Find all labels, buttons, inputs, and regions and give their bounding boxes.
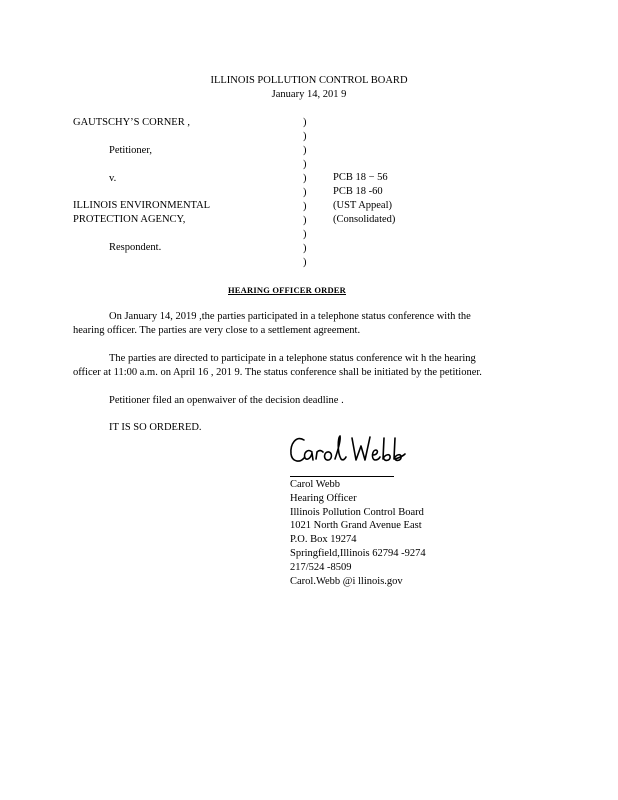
signature-line <box>290 476 394 477</box>
signer-title: Hearing Officer <box>290 493 357 504</box>
caption-paren: ) <box>303 131 307 142</box>
caption-paren: ) <box>303 145 307 156</box>
paragraph-1-line-2: hearing officer. The parties are very close to a settlement agreement. <box>73 325 361 336</box>
signer-name: Carol Webb <box>290 479 340 490</box>
petitioner-role: Petitioner, <box>109 145 153 156</box>
paragraph-2-line-1: The parties are directed to participate in a telephone status conference wit h the hearing <box>109 353 476 364</box>
caption-paren: ) <box>303 201 307 212</box>
caption-paren: ) <box>303 257 307 268</box>
paragraph-4: IT IS SO ORDERED. <box>109 422 202 433</box>
caption-paren: ) <box>303 187 307 198</box>
caption-paren: ) <box>303 229 307 240</box>
case-type: (UST Appeal) <box>333 200 393 211</box>
respondent-role: Respondent. <box>109 242 162 253</box>
petitioner-name: GAUTSCHY’S CORNER , <box>73 117 190 128</box>
agency-title: ILLINOIS POLLUTION CONTROL BOARD <box>210 75 408 86</box>
respondent-name-line1: ILLINOIS ENVIRONMENTAL <box>73 200 211 211</box>
order-date: January 14, 201 9 <box>271 89 347 100</box>
versus-label: v. <box>109 173 117 184</box>
caption-paren: ) <box>303 159 307 170</box>
caption-paren: ) <box>303 173 307 184</box>
signer-organization: Illinois Pollution Control Board <box>290 507 424 518</box>
signer-email: Carol.Webb @i llinois.gov <box>290 576 403 587</box>
handwritten-signature <box>288 432 416 470</box>
case-number: PCB 18 -60 <box>333 186 383 197</box>
paragraph-2-line-2: officer at 11:00 a.m. on April 16 , 201 9. The status conference shall be initiated by the petitioner. <box>73 367 482 378</box>
case-number: PCB 18 − 56 <box>333 172 388 183</box>
order-title: HEARING OFFICER ORDER <box>228 285 347 295</box>
signer-city-zip: Springfield,Illinois 62794 -9274 <box>290 548 426 559</box>
signer-phone: 217/524 -8509 <box>290 562 352 573</box>
respondent-name-line2: PROTECTION AGENCY, <box>73 214 186 225</box>
paragraph-3: Petitioner filed an openwaiver of the decision deadline . <box>109 395 344 406</box>
caption-paren: ) <box>303 243 307 254</box>
caption-paren: ) <box>303 215 307 226</box>
signer-po-box: P.O. Box 19274 <box>290 534 357 545</box>
paragraph-1-line-1: On January 14, 2019 ,the parties participated in a telephone status conference with the <box>109 311 471 322</box>
case-consolidated: (Consolidated) <box>333 214 396 225</box>
caption-paren: ) <box>303 117 307 128</box>
signer-address-street: 1021 North Grand Avenue East <box>290 520 422 531</box>
